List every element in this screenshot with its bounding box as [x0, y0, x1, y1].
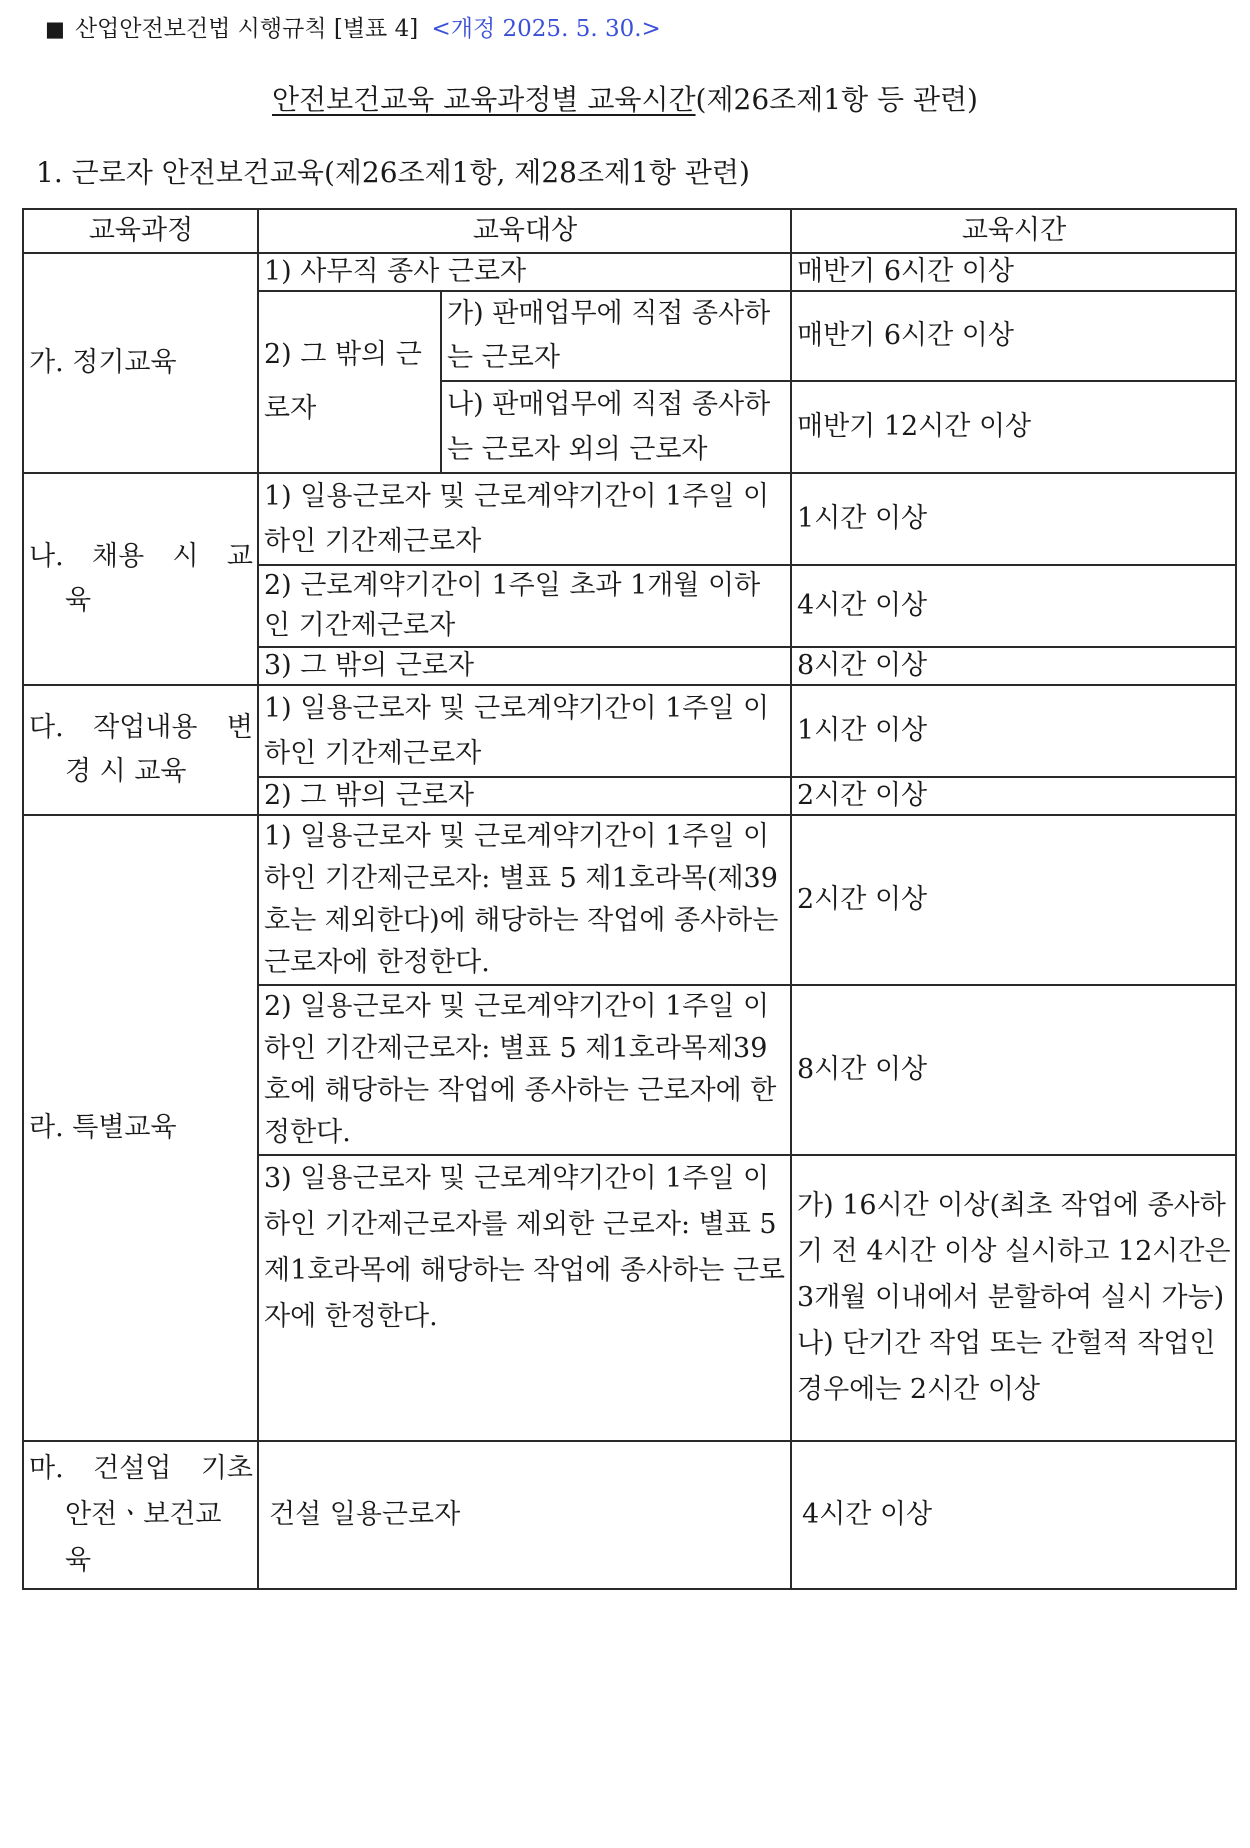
- course-job-change-line2: 경 시 교육: [65, 756, 187, 787]
- document-title: [0, 80, 1250, 120]
- education-hours-table: [22, 208, 1237, 1590]
- title-main: 안전보건교육 교육과정별 교육시간: [272, 83, 696, 116]
- course-construction-line3: 육: [65, 1545, 92, 1576]
- table-row: [23, 815, 1236, 985]
- table-row: [23, 473, 1236, 565]
- hours-special-3b: 나) 단기간 작업 또는 간헐적 작업인 경우에는 2시간 이상: [797, 1328, 1216, 1405]
- hours-special-3: [791, 1155, 1236, 1441]
- target-non-sales-workers: 나) 판매업무에 직접 종사하는 근로자 외의 근로자: [441, 381, 791, 473]
- target-hiring-month: 2) 근로계약기간이 1주일 초과 1개월 이하인 기간제근로자: [258, 565, 791, 647]
- target-special-1: 1) 일용근로자 및 근로계약기간이 1주일 이하인 기간제근로자: 별표 5 제1호라목(제39호는 제외한다)에 해당하는 작업에 종사하는 근로자에 한정한다.: [258, 815, 791, 985]
- course-job-change-line1: 다. 작업내용 변: [29, 712, 253, 743]
- course-hiring-line2: 육: [65, 585, 92, 616]
- course-construction-line1: 마. 건설업 기초: [29, 1453, 253, 1484]
- course-construction: [23, 1441, 258, 1589]
- hours-construction: 4시간 이상: [791, 1441, 1236, 1589]
- target-special-2: 2) 일용근로자 및 근로계약기간이 1주일 이하인 기간제근로자: 별표 5 제1호라목제39호에 해당하는 작업에 종사하는 근로자에 한정한다.: [258, 985, 791, 1155]
- target-construction: 건설 일용근로자: [258, 1441, 791, 1589]
- table-row: [23, 253, 1236, 291]
- law-reference: 산업안전보건법 시행규칙 [별표 4]: [74, 16, 419, 42]
- document-header: [45, 14, 661, 44]
- header-target: 교육대상: [258, 209, 791, 253]
- table-row: [23, 685, 1236, 777]
- header-course: 교육과정: [23, 209, 258, 253]
- table-header-row: [23, 209, 1236, 253]
- target-hiring-daily: 1) 일용근로자 및 근로계약기간이 1주일 이하인 기간제근로자: [258, 473, 791, 565]
- course-hiring-line1: 나. 채용 시 교: [29, 541, 253, 572]
- hours-change-daily: 1시간 이상: [791, 685, 1236, 777]
- hours-special-1: 2시간 이상: [791, 815, 1236, 985]
- target-change-daily: 1) 일용근로자 및 근로계약기간이 1주일 이하인 기간제근로자: [258, 685, 791, 777]
- target-office-workers: 1) 사무직 종사 근로자: [258, 253, 791, 291]
- target-hiring-other: 3) 그 밖의 근로자: [258, 647, 791, 685]
- hours-non-sales-workers: 매반기 12시간 이상: [791, 381, 1236, 473]
- hours-hiring-other: 8시간 이상: [791, 647, 1236, 685]
- hours-sales-workers: 매반기 6시간 이상: [791, 291, 1236, 381]
- target-other-workers: 2) 그 밖의 근로자: [258, 291, 441, 473]
- hours-special-2: 8시간 이상: [791, 985, 1236, 1155]
- target-sales-workers: 가) 판매업무에 직접 종사하는 근로자: [441, 291, 791, 381]
- hours-change-other: 2시간 이상: [791, 777, 1236, 815]
- hours-hiring-daily: 1시간 이상: [791, 473, 1236, 565]
- title-reference: (제26조제1항 등 관련): [695, 83, 978, 116]
- target-special-3: 3) 일용근로자 및 근로계약기간이 1주일 이하인 기간제근로자를 제외한 근로자: 별표 5 제1호라목에 해당하는 작업에 종사하는 근로자에 한정한다.: [258, 1155, 791, 1441]
- header-hours: 교육시간: [791, 209, 1236, 253]
- course-hiring: [23, 473, 258, 685]
- course-special: 라. 특별교육: [23, 815, 258, 1441]
- square-bullet-icon: ■: [45, 17, 65, 41]
- revision-date: <개정 2025. 5. 30.>: [431, 16, 661, 42]
- course-job-change: [23, 685, 258, 815]
- table-row: [23, 1441, 1236, 1589]
- hours-special-3a: 가) 16시간 이상(최초 작업에 종사하기 전 4시간 이상 실시하고 12시간은 3개월 이내에서 분할하여 실시 가능): [797, 1190, 1231, 1313]
- section-heading: 1. 근로자 안전보건교육(제26조제1항, 제28조제1항 관련): [36, 156, 750, 189]
- course-construction-line2: 안전ㆍ보건교: [65, 1499, 222, 1530]
- target-change-other: 2) 그 밖의 근로자: [258, 777, 791, 815]
- course-regular: 가. 정기교육: [23, 253, 258, 473]
- hours-hiring-month: 4시간 이상: [791, 565, 1236, 647]
- hours-office-workers: 매반기 6시간 이상: [791, 253, 1236, 291]
